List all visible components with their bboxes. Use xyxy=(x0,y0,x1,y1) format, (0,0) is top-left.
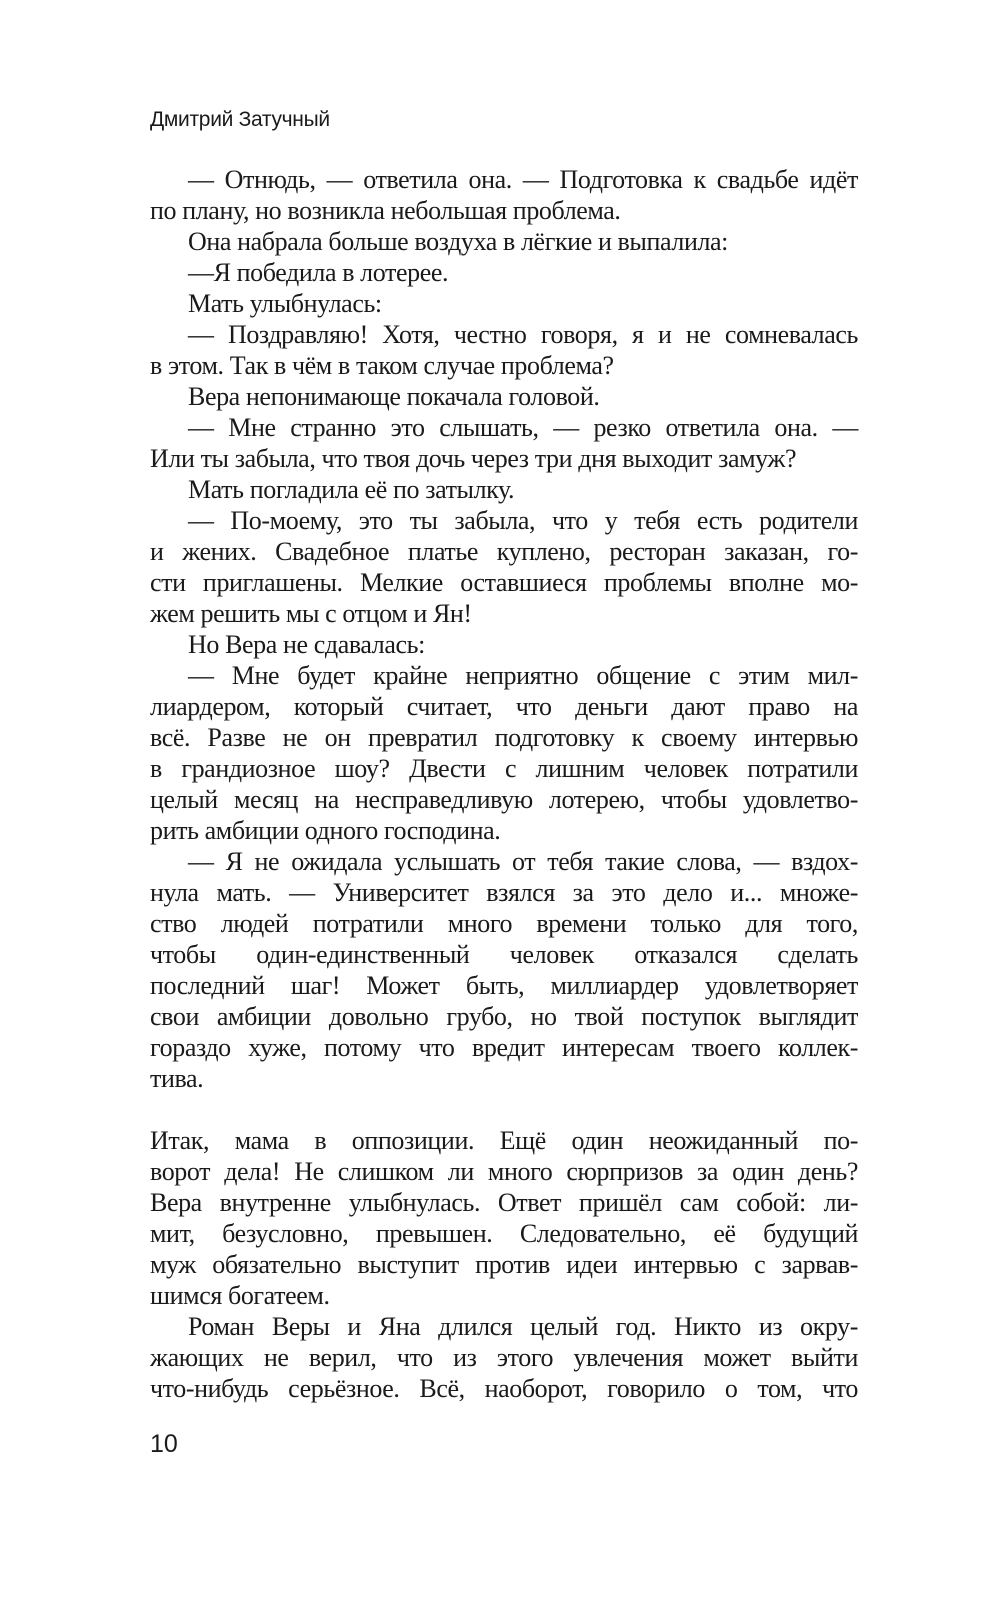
text-line: Она набрала больше воздуха в лёгкие и выпалила: xyxy=(188,227,729,256)
text-line: — Мне будет крайне неприятно общение с этим мил- xyxy=(188,661,858,690)
text-line: гораздо хуже, потому что вредит интересам твоего коллек- xyxy=(150,1033,858,1062)
text-line: Вера внутренне улыбнулась. Ответ пришёл сам собой: ли- xyxy=(150,1188,858,1217)
text-line: — Я не ожидала услышать от тебя такие слова, — вздох- xyxy=(188,847,858,876)
text-line: в грандиозное шоу? Двести с лишним человек потратили xyxy=(150,754,858,783)
text-line: Роман Веры и Яна длился целый год. Никто из окру- xyxy=(188,1312,858,1341)
text-line: по плану, но возникла небольшая проблема. xyxy=(150,196,621,225)
text-line: Но Вера не сдавалась: xyxy=(188,630,425,659)
text-line: ство людей потратили много времени только для того, xyxy=(150,909,858,938)
text-line: —Я победила в лотерее. xyxy=(188,258,449,287)
text-line: Или ты забыла, что твоя дочь через три дня выходит замуж? xyxy=(150,444,797,473)
text-line: сти приглашены. Мелкие оставшиеся проблемы вполне мо- xyxy=(150,568,858,597)
text-line: рить амбиции одного господина. xyxy=(150,816,501,845)
text-line: — По-моему, это ты забыла, что у тебя есть родители xyxy=(188,506,858,535)
text-line: Мать улыбнулась: xyxy=(188,289,382,318)
text-line: и жених. Свадебное платье куплено, ресторан заказан, го- xyxy=(150,537,858,566)
text-line: Итак, мама в оппозиции. Ещё один неожиданный по- xyxy=(150,1126,858,1155)
text-line: Вера непонимающе покачала головой. xyxy=(188,382,600,411)
paragraph-break xyxy=(150,1094,858,1125)
text-line: что-нибудь серьёзное. Всё, наоборот, говорило о том, что xyxy=(150,1374,858,1403)
text-line: — Отнюдь, — ответила она. — Подготовка к свадьбе идёт xyxy=(188,165,858,194)
text-line: свои амбиции довольно грубо, но твой поступок выглядит xyxy=(150,1002,858,1031)
text-line: нула мать. — Университет взялся за это дело и... множе- xyxy=(150,878,858,907)
text-line: целый месяц на несправедливую лотерею, чтобы удовлетво- xyxy=(150,785,858,814)
text-line: ворот дела! Не слишком ли много сюрпризов за один день? xyxy=(150,1157,858,1186)
text-line: муж обязательно выступит против идеи интервью с зарвав- xyxy=(150,1250,858,1279)
running-header-author: Дмитрий Затучный xyxy=(150,108,330,131)
text-line: — Поздравляю! Хотя, честно говоря, я и не сомневалась xyxy=(188,320,858,349)
text-line: мит, безусловно, превышен. Следовательно, её будущий xyxy=(150,1219,858,1248)
text-line: Мать погладила её по затылку. xyxy=(188,475,515,504)
text-line: — Мне странно это слышать, — резко ответила она. — xyxy=(188,413,858,442)
text-line: жающих не верил, что из этого увлечения может выйти xyxy=(150,1343,858,1372)
text-line: лиардером, который считает, что деньги дают право на xyxy=(150,692,858,721)
page-number: 10 xyxy=(150,1430,178,1458)
text-line: шимся богатеем. xyxy=(150,1281,330,1310)
body-text xyxy=(150,164,858,1404)
text-line: тива. xyxy=(150,1064,204,1093)
text-line: в этом. Так в чём в таком случае проблема? xyxy=(150,351,614,380)
text-line: всё. Разве не он превратил подготовку к своему интервью xyxy=(150,723,858,752)
text-line: чтобы один-единственный человек отказался сделать xyxy=(150,940,858,969)
text-line: последний шаг! Может быть, миллиардер удовлетворяет xyxy=(150,971,858,1000)
text-line: жем решить мы с отцом и Ян! xyxy=(150,599,472,628)
